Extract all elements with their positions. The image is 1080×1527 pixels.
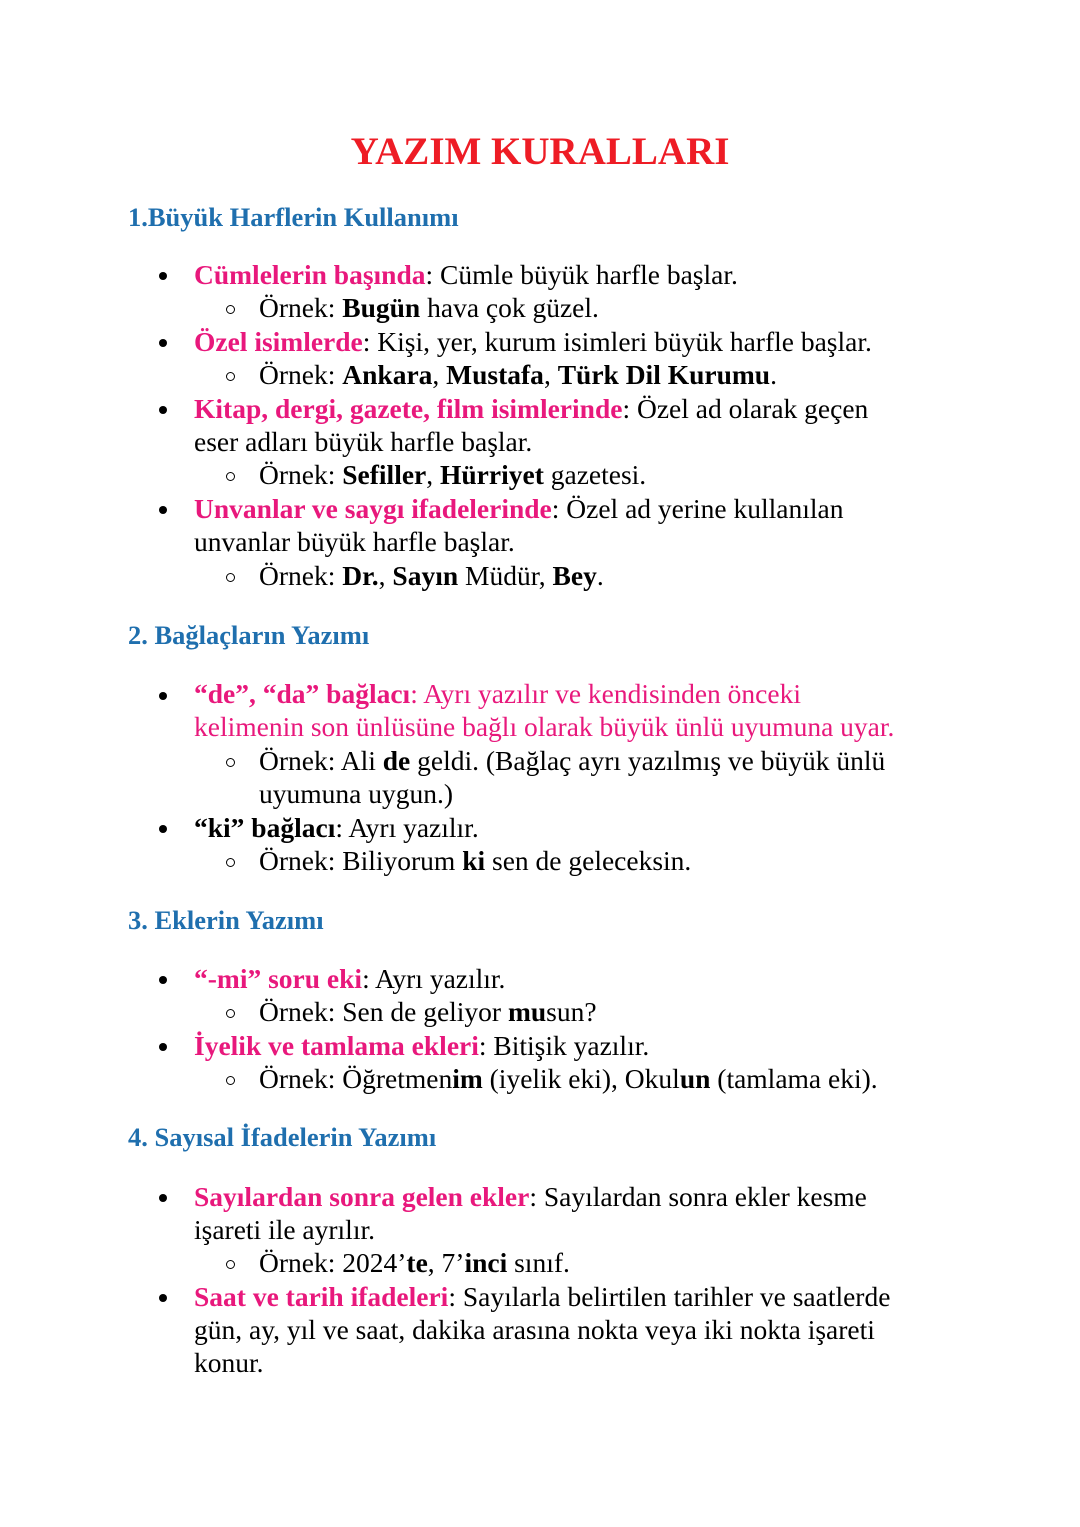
- bold-text: “ki” bağlacı: [194, 812, 336, 843]
- page-title: YAZIM KURALLARI: [350, 130, 730, 173]
- bold-text: im: [452, 1063, 483, 1094]
- text-run: sınıf.: [507, 1247, 570, 1278]
- list-item: [194, 1029, 1054, 1063]
- section-heading-3: 3. Eklerin Yazımı: [128, 905, 324, 935]
- text-run: : Sayılardan sonra ekler kesme: [529, 1181, 867, 1212]
- example-line: [259, 1246, 1039, 1280]
- text-run: Örnek: Sen de geliyor: [259, 996, 508, 1027]
- text-run: geldi. (Bağlaç ayrı yazılmış ve büyük ünlü: [410, 745, 886, 776]
- bold-text: inci: [464, 1247, 508, 1278]
- bold-text: un: [679, 1063, 711, 1094]
- sub-bullet-icon: [226, 1076, 235, 1085]
- text-run: , 7’: [427, 1247, 465, 1278]
- text-run: .: [596, 560, 604, 591]
- bold-text: Dr.: [342, 560, 379, 591]
- text-run: : Ayrı yazılır ve kendisinden önceki: [410, 678, 801, 709]
- bold-text: mu: [507, 996, 547, 1027]
- text-run: Örnek:: [259, 459, 343, 490]
- sub-bullet-icon: [226, 573, 235, 582]
- text-run: .: [770, 359, 777, 390]
- rule-keyword: “de”, “da” bağlacı: [194, 678, 411, 709]
- example-line: [259, 1062, 1039, 1096]
- example-line: [259, 358, 1039, 392]
- text-run: : Cümle büyük harfle başlar.: [425, 259, 738, 290]
- bold-text: Bugün: [342, 292, 421, 323]
- bullet-icon: [159, 1194, 167, 1202]
- sub-bullet-icon: [226, 1260, 235, 1269]
- rule-keyword: Saat ve tarih ifadeleri: [194, 1281, 449, 1312]
- text-run: Örnek: 2024’: [259, 1247, 407, 1278]
- list-item: [194, 258, 1054, 292]
- bullet-icon: [159, 825, 167, 833]
- rule-keyword: Sayılardan sonra gelen ekler: [194, 1181, 530, 1212]
- bullet-icon: [159, 1043, 167, 1051]
- bullet-icon: [159, 272, 167, 280]
- text-run: ,: [432, 359, 447, 390]
- text-run: sun?: [546, 996, 597, 1027]
- text-run: Örnek:: [259, 560, 343, 591]
- text-run: Örnek:: [259, 359, 343, 390]
- sub-bullet-icon: [226, 858, 235, 867]
- bullet-icon: [159, 339, 167, 347]
- bold-text: te: [406, 1247, 428, 1278]
- bold-text: Sayın: [392, 560, 459, 591]
- sub-bullet-icon: [226, 1009, 235, 1018]
- example-line: [259, 844, 1039, 878]
- bullet-icon: [159, 1294, 167, 1302]
- text-run: gazetesi.: [543, 459, 647, 490]
- list-item: [194, 811, 1054, 845]
- text-run: (iyelik eki), Okul: [482, 1063, 680, 1094]
- bold-text: Sefiller: [342, 459, 427, 490]
- bold-text: de: [382, 745, 411, 776]
- sub-bullet-icon: [226, 372, 235, 381]
- example-line-continuation: uyumuna uygun.): [259, 778, 454, 809]
- bold-text: Türk Dil Kurumu: [557, 359, 771, 390]
- sub-bullet-icon: [226, 758, 235, 767]
- text-run: ,: [543, 359, 558, 390]
- text-run: Örnek: Ali: [259, 745, 383, 776]
- text-run: : Ayrı yazılır.: [362, 963, 506, 994]
- section-heading-2: 2. Bağlaçların Yazımı: [128, 620, 370, 650]
- list-item-continuation: gün, ay, yıl ve saat, dakika arasına nokta veya iki nokta işareti: [194, 1314, 875, 1345]
- list-item: [194, 392, 1054, 426]
- bullet-icon: [159, 406, 167, 414]
- rule-keyword: Unvanlar ve saygı ifadelerinde: [194, 493, 552, 524]
- text-run: sen de geleceksin.: [485, 845, 692, 876]
- sub-bullet-icon: [226, 305, 235, 314]
- list-item-continuation: unvanlar büyük harfle başlar.: [194, 526, 515, 557]
- list-item-continuation: işareti ile ayrılır.: [194, 1214, 375, 1245]
- section-heading-4: 4. Sayısal İfadelerin Yazımı: [128, 1122, 437, 1152]
- list-item: [194, 1180, 1054, 1214]
- list-item-continuation: eser adları büyük harfle başlar.: [194, 426, 533, 457]
- text-run: Müdür,: [458, 560, 553, 591]
- text-run: Örnek: Biliyorum: [259, 845, 463, 876]
- text-run: Örnek:: [259, 292, 343, 323]
- text-run: : Özel ad yerine kullanılan: [551, 493, 844, 524]
- bold-text: Hürriyet: [440, 459, 544, 490]
- bold-text: Ankara: [342, 359, 433, 390]
- bold-text: ki: [462, 845, 486, 876]
- list-item-continuation: kelimenin son ünlüsüne bağlı olarak büyük ünlü uyumuna uyar.: [194, 711, 895, 742]
- text-run: : Kişi, yer, kurum isimleri büyük harfle başlar.: [362, 326, 872, 357]
- example-line: [259, 995, 1039, 1029]
- text-run: ,: [378, 560, 393, 591]
- bullet-icon: [159, 506, 167, 514]
- text-run: ,: [426, 459, 440, 490]
- text-run: : Sayılarla belirtilen tarihler ve saatlerde: [448, 1281, 891, 1312]
- rule-keyword: Özel isimlerde: [194, 326, 363, 357]
- text-run: (tamlama eki).: [710, 1063, 878, 1094]
- rule-keyword: “-mi” soru eki: [194, 963, 363, 994]
- list-item-continuation: konur.: [194, 1347, 264, 1378]
- bullet-icon: [159, 976, 167, 984]
- text-run: : Özel ad olarak geçen: [622, 393, 869, 424]
- example-line: [259, 744, 1039, 778]
- sub-bullet-icon: [226, 472, 235, 481]
- example-line: [259, 559, 1039, 593]
- text-run: : Bitişik yazılır.: [478, 1030, 650, 1061]
- bullet-icon: [159, 692, 167, 700]
- list-item: [194, 962, 1054, 996]
- bold-text: Mustafa: [446, 359, 544, 390]
- list-item: [194, 492, 1054, 526]
- text-run: Örnek: Öğretmen: [259, 1063, 453, 1094]
- rule-keyword: Kitap, dergi, gazete, film isimlerinde: [194, 393, 623, 424]
- rule-keyword: Cümlelerin başında: [194, 259, 426, 290]
- list-item: [194, 1280, 1054, 1314]
- list-item: [194, 325, 1054, 359]
- section-heading-1: 1.Büyük Harflerin Kullanımı: [128, 202, 459, 232]
- example-line: [259, 291, 1039, 325]
- text-run: : Ayrı yazılır.: [335, 812, 479, 843]
- text-run: hava çok güzel.: [420, 292, 599, 323]
- example-line: [259, 458, 1039, 492]
- list-item: [194, 677, 1054, 711]
- bold-text: Bey: [552, 560, 597, 591]
- rule-keyword: İyelik ve tamlama ekleri: [194, 1030, 479, 1061]
